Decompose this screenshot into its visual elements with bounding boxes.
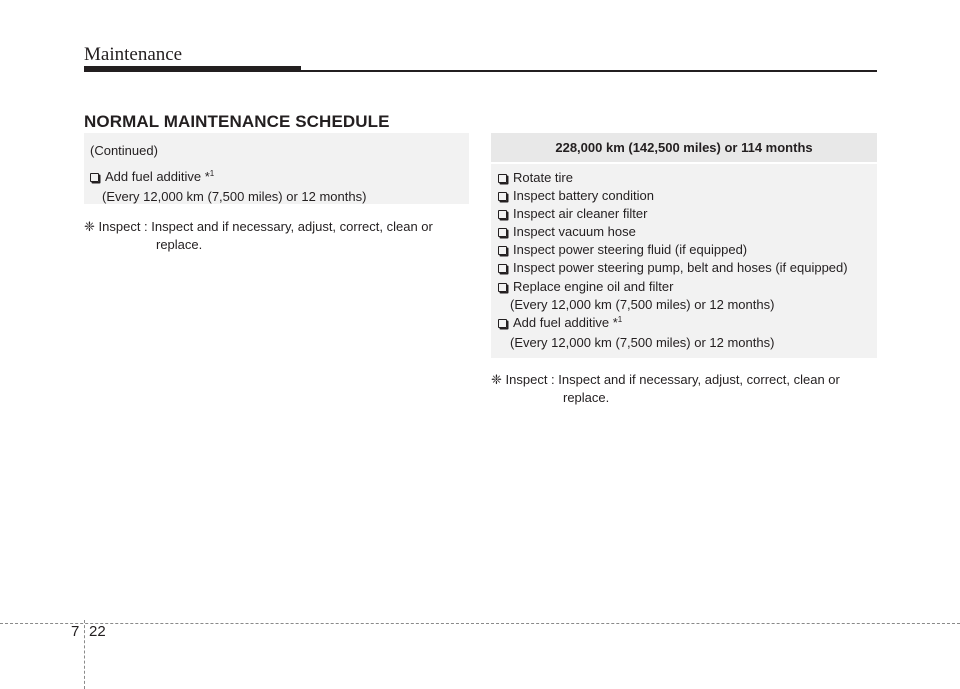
- note-key: Inspect :: [98, 219, 148, 234]
- chapter-number: 7: [71, 623, 80, 640]
- checklist-item: [498, 241, 877, 259]
- checklist-item-label: Rotate tire: [513, 170, 573, 185]
- checklist-item-label: Replace engine oil and filter: [513, 278, 674, 294]
- interval-heading: 228,000 km (142,500 miles) or 114 months: [491, 133, 877, 162]
- checkbox-icon: [90, 173, 99, 182]
- checkbox-icon: [498, 283, 507, 292]
- checklist-item-interval: (Every 12,000 km (7,500 miles) or 12 months): [102, 189, 367, 205]
- checklist-item: [90, 168, 469, 188]
- note-text-continued: replace.: [156, 237, 203, 252]
- continued-label: (Continued): [90, 143, 158, 158]
- note-symbol-icon: ❈: [84, 219, 95, 234]
- checklist-item: [498, 223, 877, 241]
- checklist-item: [498, 187, 877, 205]
- checklist-item: [498, 278, 877, 296]
- checklist-item-label: Inspect air cleaner filter: [513, 206, 648, 222]
- checklist-item-label: Inspect vacuum hose: [513, 224, 636, 240]
- checklist-item: [498, 314, 877, 334]
- checklist-item: [498, 169, 877, 187]
- checkbox-icon: [498, 246, 507, 255]
- continued-box: [84, 133, 469, 204]
- footnote-marker: 1: [209, 169, 215, 179]
- note-text: Inspect and if necessary, adjust, correct, clean or: [558, 372, 840, 387]
- footer-dotted-rule: [0, 623, 960, 624]
- page-number: 22: [89, 623, 106, 640]
- checkbox-icon: [498, 264, 507, 273]
- header-rule-thick: [84, 66, 301, 72]
- checklist-item: [498, 259, 877, 277]
- checklist-box: [491, 164, 877, 358]
- checkbox-icon: [498, 210, 507, 219]
- note-key: Inspect :: [505, 372, 555, 387]
- note-text-continued: replace.: [563, 390, 610, 405]
- checklist-item-interval: (Every 12,000 km (7,500 miles) or 12 months): [510, 296, 775, 312]
- checklist-item: [498, 205, 877, 223]
- checklist-item-label: Inspect battery condition: [513, 188, 654, 204]
- header-rule-thin: [301, 70, 877, 72]
- footer-divider: [84, 620, 85, 689]
- checklist-item-label: Add fuel additive *: [105, 169, 210, 185]
- checkbox-icon: [498, 174, 507, 183]
- note-text: Inspect and if necessary, adjust, correct, clean or: [151, 219, 433, 234]
- section-title: NORMAL MAINTENANCE SCHEDULE: [84, 112, 390, 131]
- checkbox-icon: [498, 228, 507, 237]
- inspect-note: [491, 371, 877, 407]
- checkbox-icon: [498, 192, 507, 201]
- footnote-marker: 1: [617, 314, 623, 324]
- checkbox-icon: [498, 319, 507, 328]
- checklist-item-label: Add fuel additive *: [513, 314, 618, 330]
- page-header-title: Maintenance: [84, 44, 183, 65]
- checklist-item-interval: (Every 12,000 km (7,500 miles) or 12 months): [510, 334, 775, 350]
- checklist-item-label: Inspect power steering pump, belt and hoses (if equipped): [513, 260, 848, 276]
- note-symbol-icon: ❈: [491, 372, 502, 387]
- inspect-note: [84, 218, 469, 254]
- checklist-item-label: Inspect power steering fluid (if equipped): [513, 242, 748, 258]
